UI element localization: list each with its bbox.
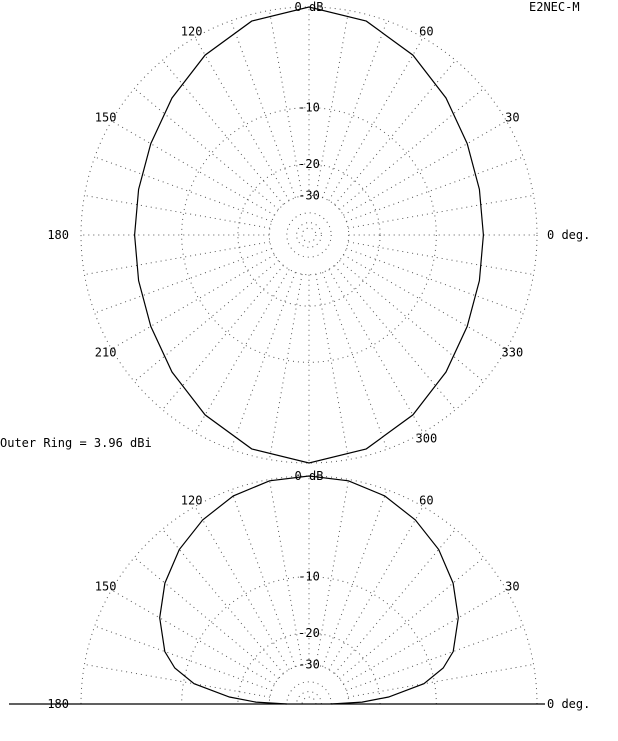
el-spoke-50 (335, 529, 456, 673)
az-spoke-160 (95, 157, 272, 221)
az-spoke-320 (339, 261, 483, 382)
el-ring-label-3: -30 (298, 657, 320, 672)
el-ring-label-2: -20 (298, 625, 320, 640)
el-spoke-150 (112, 590, 275, 684)
el-angle-label-180: 180 (47, 697, 69, 711)
el-spoke-160 (95, 626, 272, 690)
az-ring-label-0: 0 dB (294, 0, 324, 14)
el-spoke-60 (329, 507, 423, 670)
el-ring-1 (182, 577, 437, 704)
az-spoke-220 (134, 261, 278, 382)
el-ring-label-0: 0 dB (294, 469, 324, 483)
az-angle-label-210: 210 (94, 345, 117, 360)
az-spoke-190 (84, 242, 269, 275)
az-spoke-60 (329, 38, 423, 201)
az-spoke-110 (231, 21, 295, 198)
az-inner-ring-0 (287, 213, 331, 257)
az-spoke-10 (348, 195, 533, 228)
el-inner-ring-1 (297, 692, 322, 704)
el-spoke-110 (231, 490, 295, 667)
az-inner-ring-2 (302, 228, 316, 242)
az-spoke-350 (348, 242, 533, 275)
az-spoke-30 (343, 121, 506, 215)
az-ring-label-2: -20 (298, 156, 320, 171)
az-spoke-20 (346, 157, 523, 221)
el-ring-label-1: -10 (298, 569, 320, 584)
az-spoke-70 (323, 21, 387, 198)
az-spoke-170 (84, 195, 269, 228)
az-angle-label-0: 0 deg. (547, 228, 591, 242)
az-inner-ring-1 (297, 223, 322, 248)
az-spoke-300 (329, 269, 423, 432)
az-ring-1 (182, 108, 437, 363)
az-spoke-130 (162, 60, 283, 204)
az-spoke-210 (112, 255, 275, 349)
az-spoke-330 (343, 255, 506, 349)
az-ring-label-1: -10 (298, 100, 320, 115)
el-spoke-30 (343, 590, 506, 684)
az-ring-3 (269, 195, 348, 274)
el-inner-ring-0 (287, 682, 331, 704)
az-angle-label-150: 150 (94, 110, 117, 125)
el-inner-ring-2 (302, 697, 316, 704)
az-angle-label-60: 60 (419, 24, 434, 39)
az-angle-label-30: 30 (505, 110, 520, 125)
el-spoke-120 (195, 507, 289, 670)
azimuth-plot (47, 0, 590, 463)
az-spoke-50 (335, 60, 456, 204)
el-angle-label-120: 120 (180, 493, 203, 508)
program-label: E2NEC-M (529, 0, 580, 14)
outer-ring-label: Outer Ring = 3.96 dBi (0, 436, 152, 450)
el-spoke-40 (339, 557, 483, 678)
el-angle-label-30: 30 (505, 579, 520, 594)
az-ring-0 (81, 7, 537, 463)
el-spoke-140 (134, 557, 278, 678)
az-spoke-80 (316, 10, 349, 195)
az-spoke-340 (346, 249, 523, 313)
az-angle-label-300: 300 (415, 431, 438, 446)
el-spoke-80 (316, 479, 349, 664)
az-spoke-280 (316, 274, 349, 459)
el-angle-label-0: 0 deg. (547, 697, 591, 711)
az-pattern-trace (135, 7, 484, 463)
az-spoke-240 (195, 269, 289, 432)
az-spoke-140 (134, 88, 278, 209)
az-spoke-150 (112, 121, 275, 215)
az-angle-label-330: 330 (501, 345, 524, 360)
el-spoke-70 (323, 490, 387, 667)
az-spoke-230 (162, 265, 283, 409)
az-spoke-290 (323, 272, 387, 449)
el-spoke-20 (346, 626, 523, 690)
az-spoke-200 (95, 249, 272, 313)
elevation-plot (9, 469, 590, 711)
az-spoke-40 (339, 88, 483, 209)
az-spoke-120 (195, 38, 289, 201)
az-angle-label-180: 180 (47, 228, 69, 242)
az-spoke-310 (335, 265, 456, 409)
el-angle-label-150: 150 (94, 579, 117, 594)
el-spoke-130 (162, 529, 283, 673)
az-ring-label-3: -30 (298, 188, 320, 203)
az-spoke-250 (231, 272, 295, 449)
az-angle-label-120: 120 (180, 24, 203, 39)
el-angle-label-60: 60 (419, 493, 434, 508)
